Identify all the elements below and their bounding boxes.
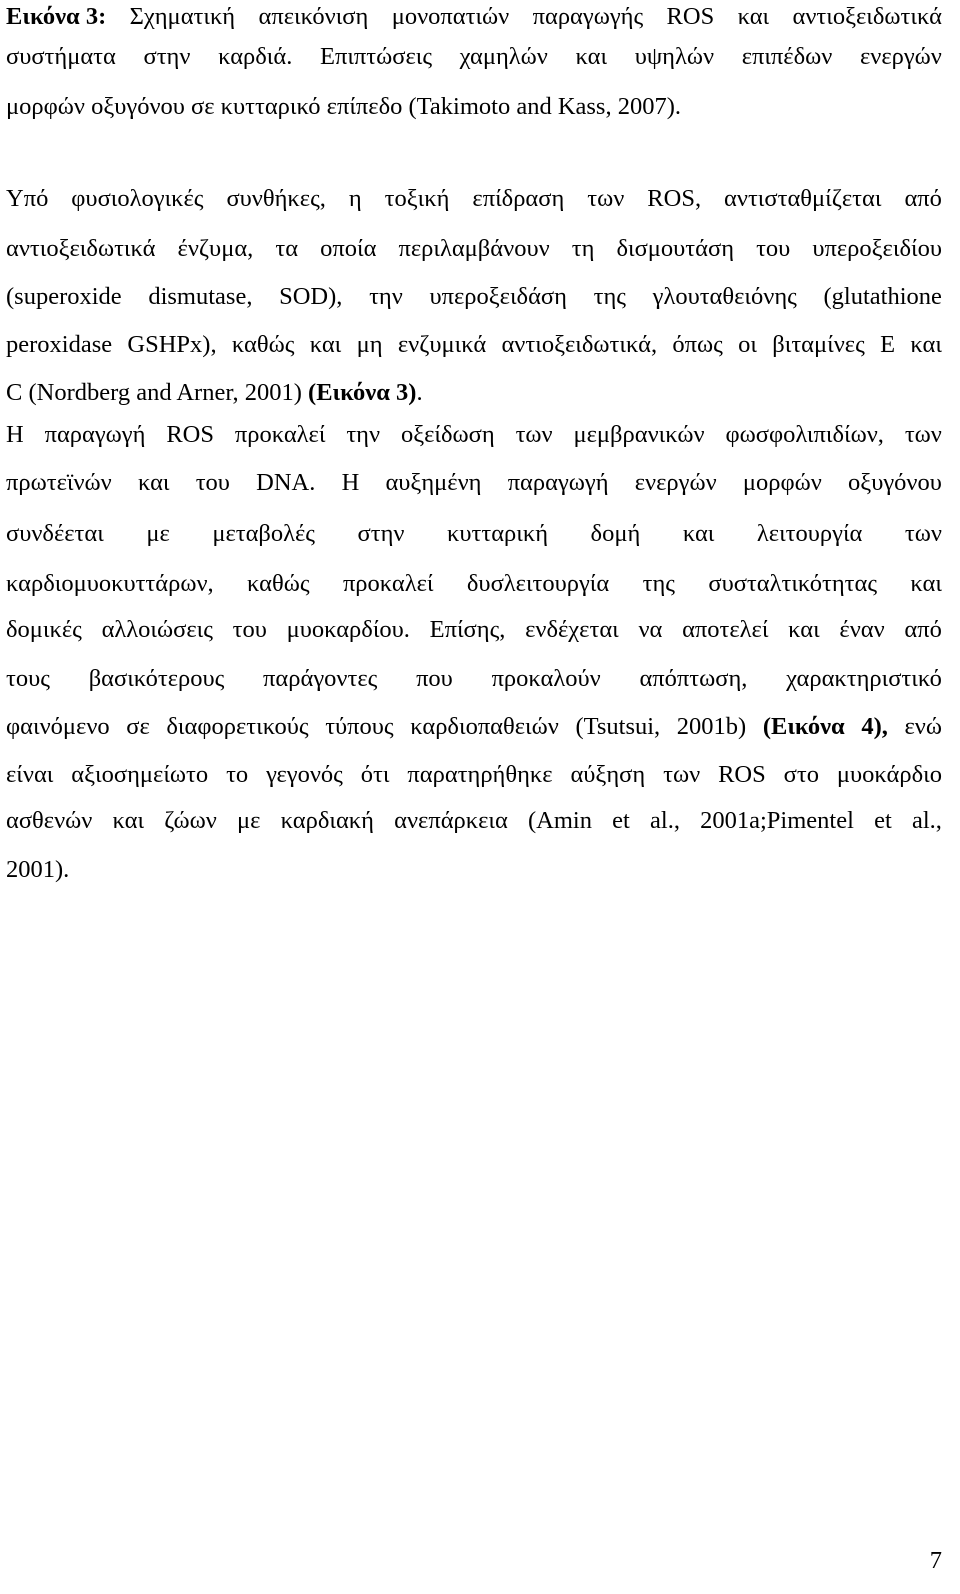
text-word: ROS [166, 421, 214, 448]
text-word: 2001a;Pimentel [700, 807, 854, 834]
text-word: dismutase, [148, 283, 253, 310]
text-word: παρατηρήθηκε [407, 761, 553, 788]
text-word: μη [356, 331, 383, 358]
text-word: αλλοιώσεις [101, 616, 213, 643]
text-word: 2001b) [676, 713, 747, 740]
text-word: των [587, 185, 625, 212]
text-word: σε [126, 713, 150, 740]
text-word: μονοπατιών [391, 3, 510, 30]
text-word: Ε [880, 331, 896, 358]
text-word: όπως [672, 331, 723, 358]
text-word: στην [357, 520, 405, 547]
text-word: από [904, 185, 942, 212]
text-word: αξιοσημείωτο [71, 761, 209, 788]
caption-line-2 [6, 42, 942, 72]
text-word: δομικές [6, 616, 82, 643]
text-word: φυσιολογικές [71, 185, 204, 212]
text-word: Επίσης, [429, 616, 506, 643]
paragraph-1-line-5-text: C (Nordberg and Arner, 2001) [6, 379, 309, 406]
text-word: και [737, 3, 770, 30]
text-word: περιλαμβάνουν [398, 235, 550, 262]
text-word: είναι [6, 761, 54, 788]
text-word: δυσλειτουργία [466, 570, 610, 597]
text-word: υπεροξειδίου [812, 235, 942, 262]
text-word: και [682, 520, 715, 547]
text-word: αντιοξειδωτικά [6, 235, 156, 262]
caption-label: Εικόνα 3: [6, 3, 107, 30]
text-word: al., [911, 807, 942, 834]
text-word: peroxidase [6, 331, 113, 358]
text-word: με [146, 520, 170, 547]
text-word: ότι [360, 761, 390, 788]
paragraph-1-line-3 [6, 282, 942, 312]
text-word: λειτουργία [756, 520, 863, 547]
text-word: τη [571, 235, 595, 262]
text-word: κυτταρική [447, 520, 549, 547]
text-word: απεικόνιση [258, 3, 369, 30]
text-word: και [910, 331, 942, 358]
text-word: μυοκαρδίου. [286, 616, 410, 643]
text-word: τα [275, 235, 299, 262]
text-word: (superoxide [6, 283, 122, 310]
text-word: τύπους [325, 713, 394, 740]
text-word: τοξική [384, 185, 450, 212]
text-word: (Amin [528, 807, 592, 834]
text-word: και [788, 616, 820, 643]
text-word: των [515, 421, 553, 448]
paragraph-2-line-8 [6, 760, 942, 790]
text-word: επίδραση [472, 185, 565, 212]
text-word: ενζυμικά [397, 331, 487, 358]
text-word: καθώς [231, 331, 295, 358]
text-word: οι [738, 331, 757, 358]
text-word: DNA. [256, 469, 316, 496]
text-word: προκαλούν [491, 665, 601, 692]
text-word: (glutathione [823, 283, 942, 310]
text-word: ενώ [904, 713, 942, 740]
text-word: δισμουτάση [616, 235, 735, 262]
text-word: καρδιά. [218, 43, 293, 70]
paragraph-2-line-4 [6, 569, 942, 599]
figure-reference-word: 4), [861, 713, 888, 740]
text-word: Η [341, 469, 360, 496]
text-word: των [904, 421, 942, 448]
text-word: ROS, [647, 185, 702, 212]
text-word: αυξημένη [385, 469, 482, 496]
text-word: φαινόμενο [6, 713, 110, 740]
paragraph-1-line-1 [6, 184, 942, 214]
text-word: απόπτωση, [639, 665, 748, 692]
text-word: (Tsutsui, [575, 713, 661, 740]
text-word: αντιοξειδωτικά [792, 3, 942, 30]
text-word: των [663, 761, 701, 788]
text-word: και [575, 43, 608, 70]
text-word: και [309, 331, 342, 358]
text-word: χαμηλών [459, 43, 548, 70]
text-word: και [910, 570, 942, 597]
paragraph-1-line-5-end: . [416, 379, 423, 406]
text-word: Σχηματική [129, 3, 236, 30]
text-word: αύξηση [570, 761, 646, 788]
text-word: το [226, 761, 249, 788]
text-word: και [137, 469, 170, 496]
paragraph-2-line-1 [6, 420, 942, 450]
text-word: υψηλών [634, 43, 715, 70]
paragraph-2-line-2 [6, 468, 942, 498]
text-word: παράγοντες [263, 665, 378, 692]
text-word: με [237, 807, 261, 834]
text-word: αντιοξειδωτικά, [501, 331, 658, 358]
text-word: τους [6, 665, 50, 692]
text-word: ένζυμα, [177, 235, 254, 262]
caption-line-1 [6, 2, 942, 32]
text-word: βιταμίνες [772, 331, 865, 358]
text-word: συστήματα [6, 43, 116, 70]
text-word: της [642, 570, 675, 597]
paragraph-2-line-9 [6, 806, 942, 836]
text-word: υπεροξειδάση [429, 283, 567, 310]
text-word: δομή [590, 520, 641, 547]
paragraph-2-line-3 [6, 519, 942, 549]
text-word: που [416, 665, 453, 692]
text-word: πρωτεϊνών [6, 469, 112, 496]
text-word: την [346, 421, 381, 448]
text-word: Επιπτώσεις [319, 43, 433, 70]
text-word: Υπό [6, 185, 49, 212]
text-word: GSHPx), [127, 331, 217, 358]
text-word: καθώς [247, 570, 310, 597]
text-word: ασθενών [6, 807, 93, 834]
text-word: μορφών [742, 469, 822, 496]
text-word: αποτελεί [682, 616, 769, 643]
text-word: et [874, 807, 892, 834]
text-word: διαφορετικούς [166, 713, 309, 740]
text-word: στο [783, 761, 819, 788]
paragraph-1-line-2 [6, 234, 942, 264]
text-word: ζώων [164, 807, 217, 834]
text-word: προκαλεί [342, 570, 434, 597]
text-word: παραγωγή [44, 421, 146, 448]
text-word: του [232, 616, 267, 643]
text-word: συσταλτικότητας [708, 570, 878, 597]
text-word: μεμβρανικών [573, 421, 705, 448]
text-word: συνθήκες, [226, 185, 326, 212]
paragraph-2-line-10: 2001). [6, 856, 70, 883]
text-word: γεγονός [266, 761, 343, 788]
text-word: την [369, 283, 403, 310]
text-word: ενδέχεται [525, 616, 619, 643]
text-word: του [756, 235, 791, 262]
text-word: από [904, 616, 942, 643]
text-word: και [112, 807, 145, 834]
paragraph-2-line-7 [6, 712, 942, 742]
text-word: στην [143, 43, 191, 70]
text-word: et [612, 807, 630, 834]
text-word: ενεργών [634, 469, 717, 496]
text-word: συνδέεται [6, 520, 104, 547]
text-word: SOD), [279, 283, 343, 310]
paragraph-1-line-5 [6, 378, 942, 408]
text-word: ROS [718, 761, 766, 788]
text-word: μυοκάρδιο [836, 761, 942, 788]
text-word: η [348, 185, 362, 212]
text-word: καρδιακή [280, 807, 374, 834]
text-word: της [593, 283, 626, 310]
text-word: βασικότερους [88, 665, 225, 692]
paragraph-2-line-5 [6, 615, 942, 645]
text-word: έναν [839, 616, 885, 643]
text-word: ενεργών [859, 43, 942, 70]
text-word: Η [6, 421, 24, 448]
paragraph-1-line-4 [6, 330, 942, 360]
page-number: 7 [929, 1547, 942, 1574]
text-word: καρδιομυοκυττάρων, [6, 570, 214, 597]
text-word: οποία [320, 235, 377, 262]
text-word: αντισταθμίζεται [724, 185, 882, 212]
text-word: των [904, 520, 942, 547]
paragraph-2-line-6 [6, 664, 942, 694]
text-word: προκαλεί [234, 421, 326, 448]
text-word: οξείδωση [400, 421, 495, 448]
text-word: χαρακτηριστικό [786, 665, 942, 692]
figure-reference-3: (Εικόνα 3) [308, 379, 417, 406]
text-word: φωσφολιπιδίων, [725, 421, 884, 448]
text-word: ROS [666, 3, 715, 30]
caption-line-3: μορφών οξυγόνου σε κυτταρικό επίπεδο (Takimoto and Kass, 2007). [6, 93, 681, 120]
text-word: μεταβολές [212, 520, 316, 547]
figure-reference-word: (Εικόνα [762, 713, 845, 740]
text-word: γλουταθειόνης [652, 283, 797, 310]
text-word: ανεπάρκεια [394, 807, 508, 834]
text-word: al., [650, 807, 680, 834]
text-word: παραγωγής [532, 3, 644, 30]
text-word: οξυγόνου [848, 469, 942, 496]
text-word: καρδιοπαθειών [410, 713, 559, 740]
text-word: επιπέδων [741, 43, 833, 70]
text-word: του [195, 469, 230, 496]
text-word: παραγωγή [507, 469, 609, 496]
text-word: να [638, 616, 663, 643]
